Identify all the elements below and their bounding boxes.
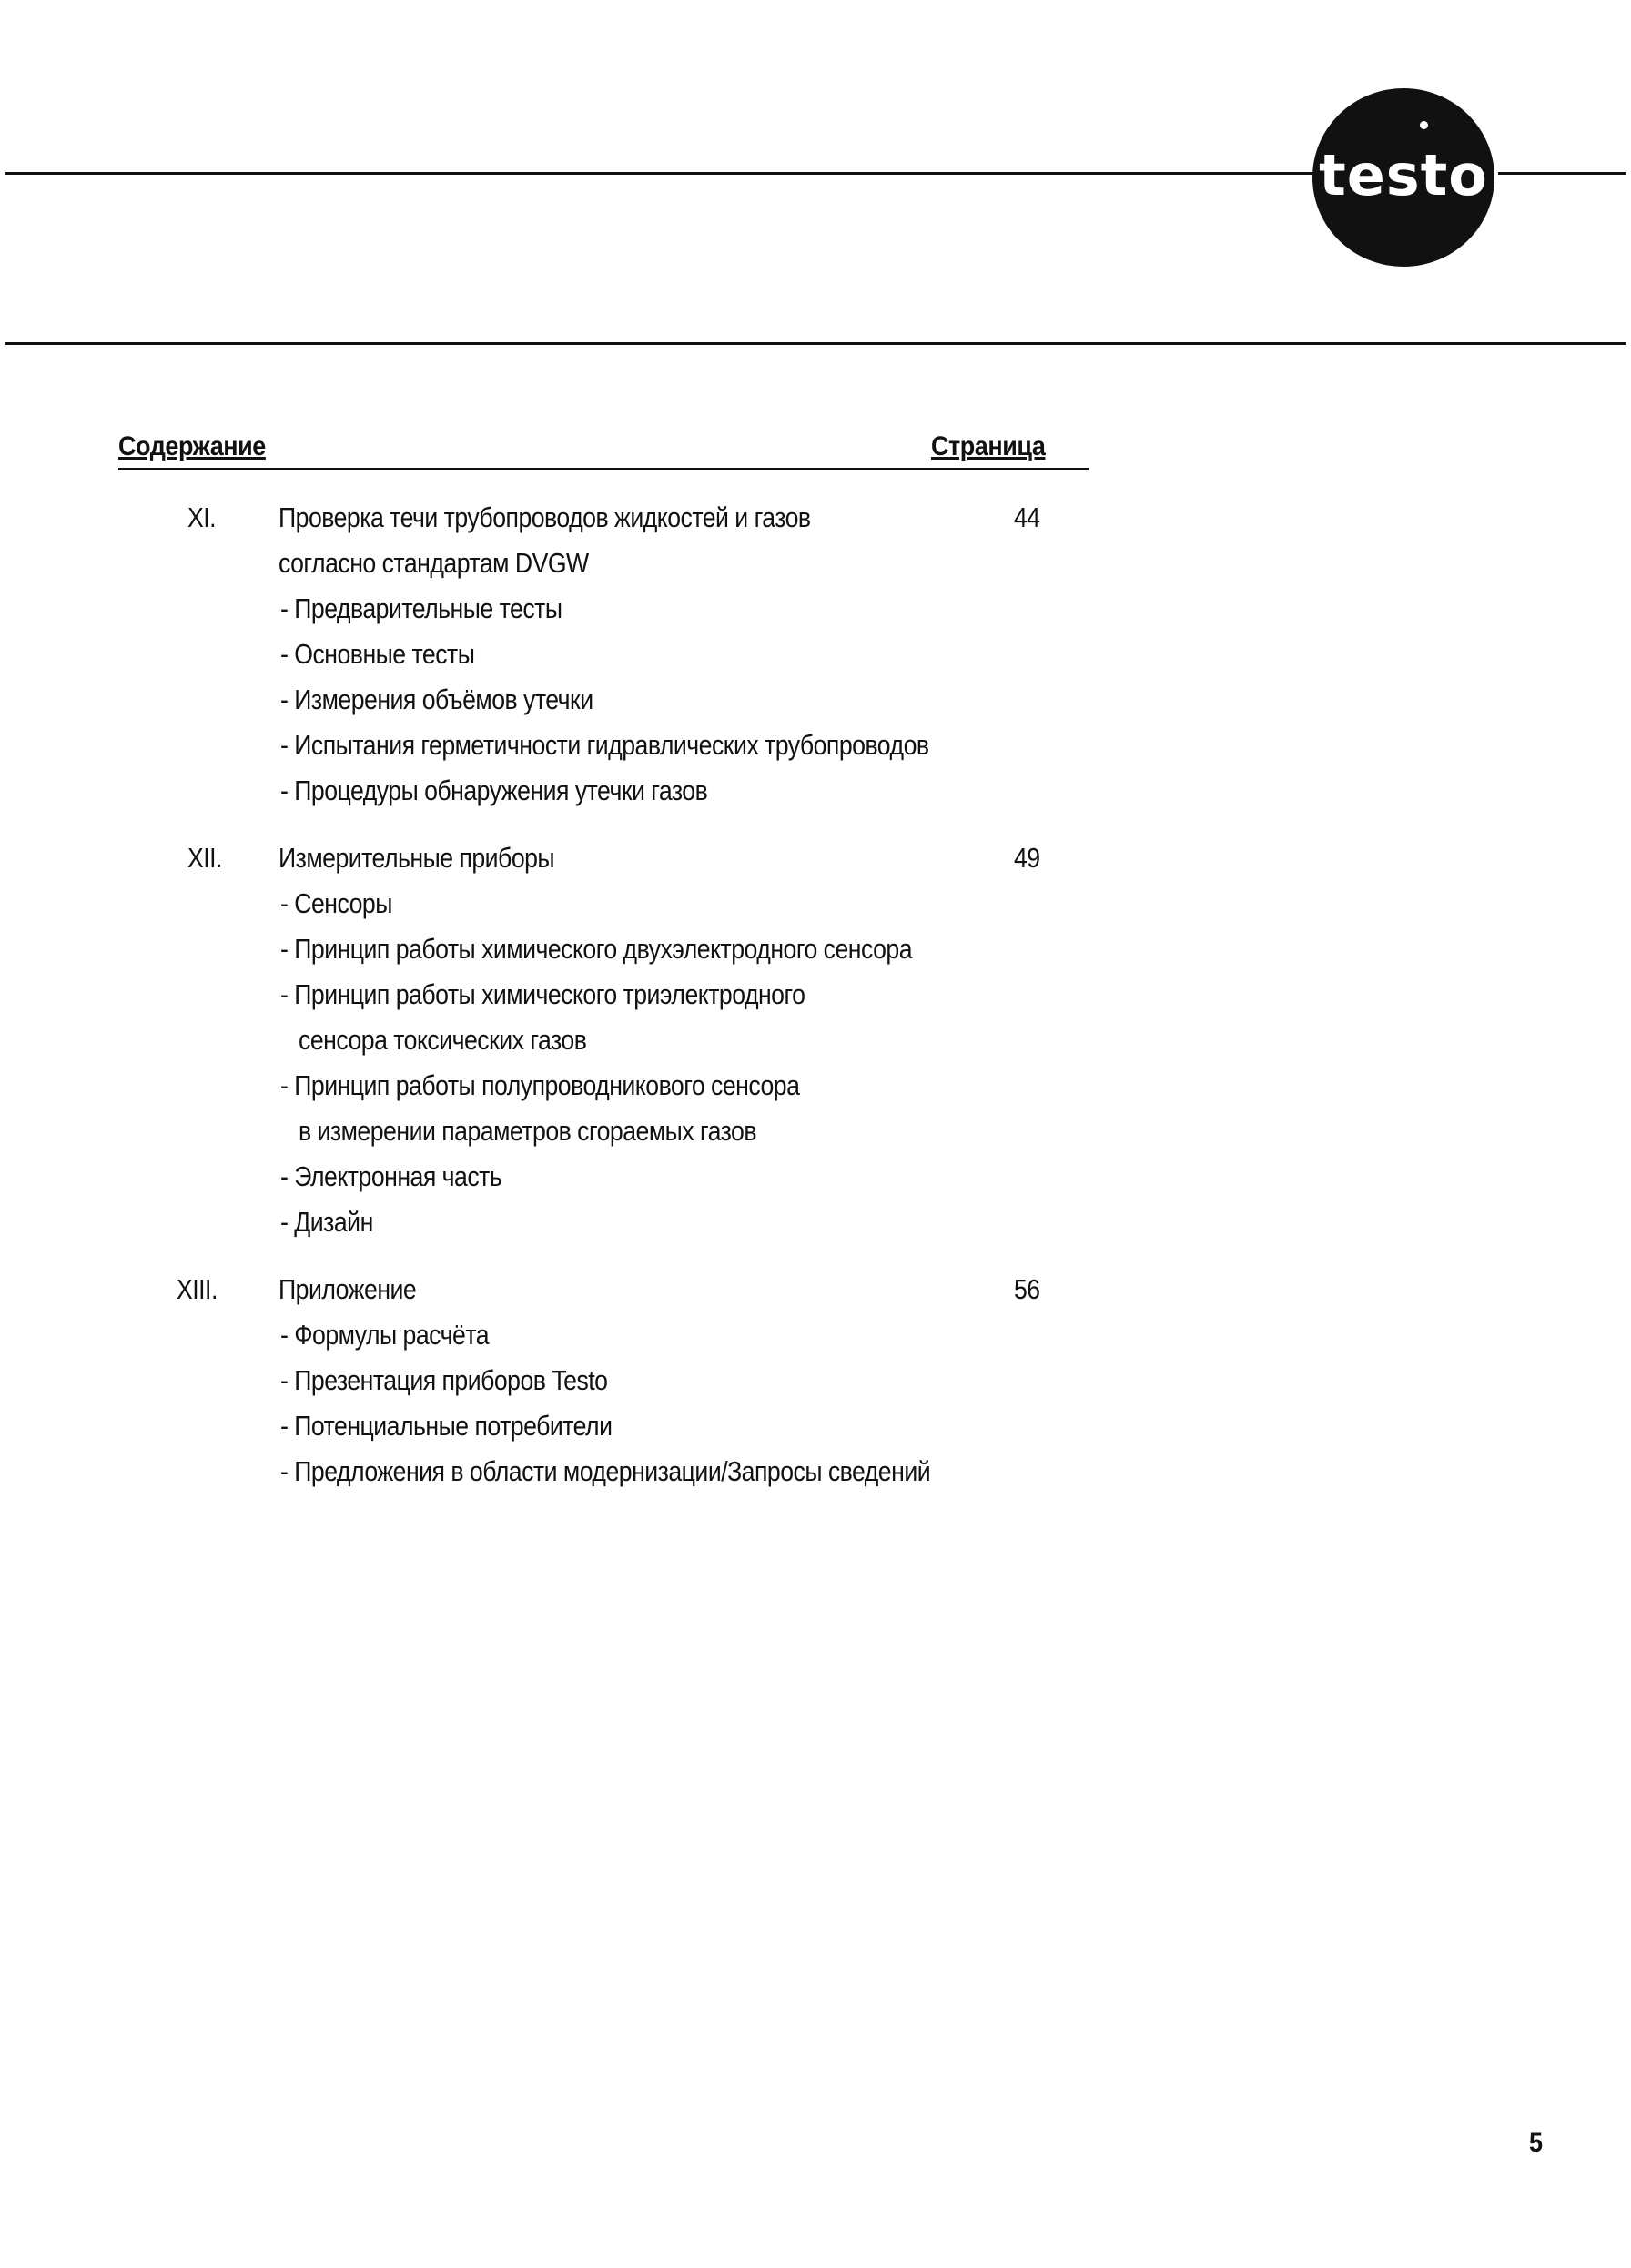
section-numeral: XIII. [177, 1273, 218, 1305]
toc-line: - Предложения в области модернизации/Запросы сведений [280, 1455, 931, 1487]
toc-line: - Потенциальные потребители [280, 1410, 613, 1442]
toc-line: сенсора токсических газов [299, 1024, 587, 1056]
toc-line: согласно стандартам DVGW [279, 547, 589, 579]
section-title: Проверка течи трубопроводов жидкостей и газов [279, 501, 811, 533]
section-page-number: 44 [1014, 501, 1040, 533]
toc-line: - Формулы расчёта [280, 1319, 490, 1351]
section-numeral: XII. [187, 842, 222, 874]
toc-line: - Основные тесты [280, 638, 475, 670]
logo-dot-icon [1420, 121, 1428, 129]
toc-line: - Электронная часть [280, 1160, 502, 1192]
section-numeral: XI. [187, 501, 217, 533]
toc-line: - Принцип работы химического двухэлектродного сенсора [280, 933, 913, 965]
header-rule-top-left [5, 172, 1316, 175]
section-page-number: 56 [1014, 1273, 1040, 1305]
toc-line: - Измерения объёмов утечки [280, 683, 593, 715]
toc-line: - Процедуры обнаружения утечки газов [280, 775, 708, 806]
section-title: Измерительные приборы [279, 842, 555, 874]
section-title: Приложение [279, 1273, 417, 1305]
testo-logo [1312, 88, 1494, 267]
toc-line: - Предварительные тесты [280, 592, 562, 624]
page-number: 5 [1529, 2128, 1544, 2158]
section-page-number: 49 [1014, 842, 1040, 874]
header-rule-bottom [5, 342, 1626, 345]
toc-line: - Принцип работы химического триэлектродного [280, 978, 805, 1010]
toc-line: - Презентация приборов Testo [280, 1364, 608, 1396]
toc-line: - Испытания герметичности гидравлических трубопроводов [280, 729, 929, 761]
toc-line: - Принцип работы полупроводникового сенсора [280, 1069, 800, 1101]
logo-text: testo [1319, 141, 1488, 208]
header-rule-top-right [1498, 172, 1626, 175]
toc-line: в измерении параметров сгораемых газов [299, 1115, 757, 1147]
toc-line: - Дизайн [280, 1206, 373, 1238]
toc-header [118, 431, 1089, 470]
toc-title: Содержание [118, 431, 266, 461]
toc-page-label: Страница [930, 431, 1045, 461]
toc-line: - Сенсоры [280, 887, 392, 919]
